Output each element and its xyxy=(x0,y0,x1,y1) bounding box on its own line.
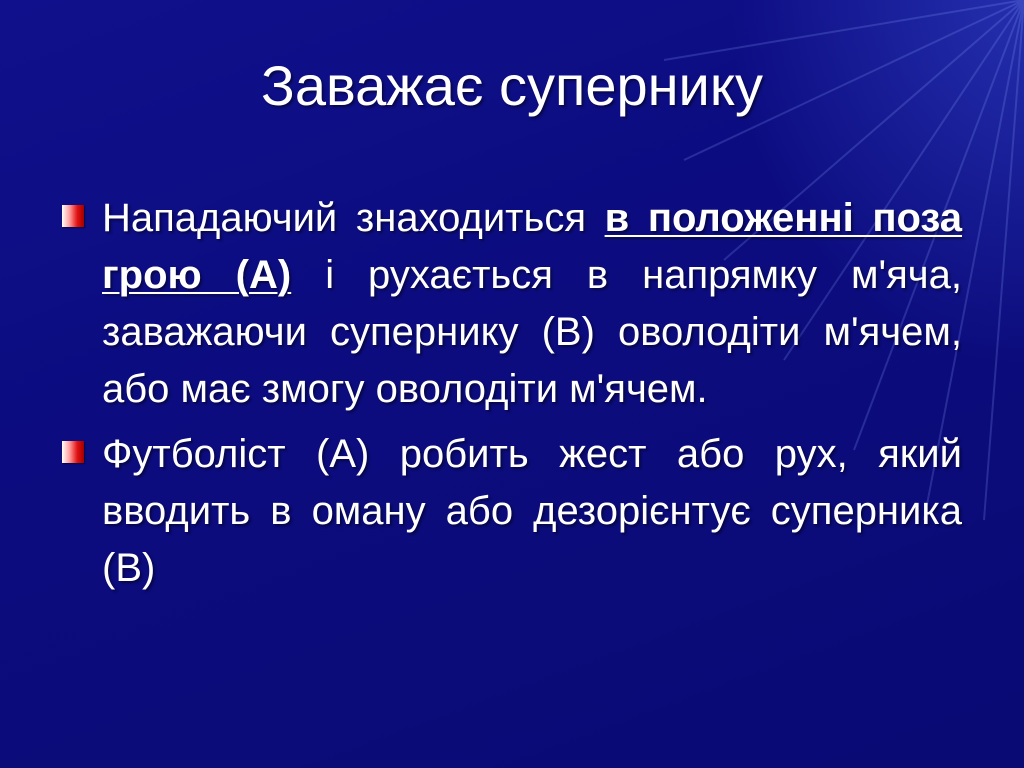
bullet-item xyxy=(62,190,962,418)
bullet-text xyxy=(102,426,962,597)
bullet-text-highlight: в положенні поза грою (А) xyxy=(102,196,962,297)
bullet-text-before: Нападаючий знаходиться xyxy=(102,196,605,240)
red-square-bullet-icon xyxy=(62,441,84,463)
slide-title: Заважає супернику xyxy=(261,54,763,117)
red-square-bullet-icon xyxy=(62,205,84,227)
bullet-text-before: Футболіст (А) робить жест або рух, який вводить в оману або дезорієнтує суперника (В) xyxy=(102,432,962,590)
bullet-text-after: і рухається в напрямку м'яча, заважаючи супернику (В) оволодіти м'ячем, або має змогу оволодіти м'ячем. xyxy=(102,253,962,411)
bullet-list xyxy=(62,190,962,605)
bullet-item xyxy=(62,426,962,597)
bullet-text xyxy=(102,190,962,418)
